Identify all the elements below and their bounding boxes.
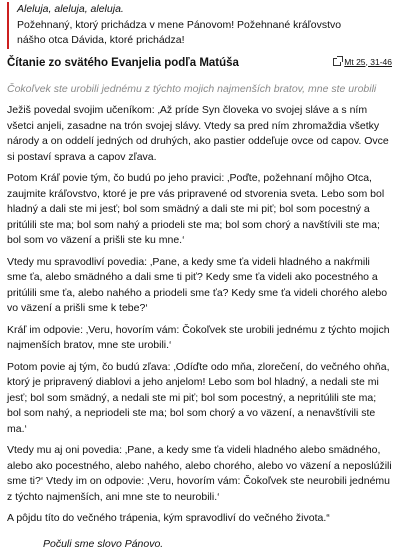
alleluia-block	[7, 2, 392, 49]
bible-reference-link[interactable]: Mt 25, 31-46	[344, 56, 392, 67]
reading-paragraph: Vtedy mu aj oni povedia: ‚Pane, a kedy sme ťa videli hladného alebo smädného, alebo ako pocestného, alebo nahého, alebo chorého, alebo vo väzení a neposlúžili sme ti?‘ Vtedy im on odpovie: ‚Veru, hovorím vám: Čokoľvek ste neurobili jednému z týchto najmenších, ani mne ste to neurobili.‘	[7, 444, 392, 503]
reading-paragraph: Vtedy mu spravodliví povedia: ‚Pane, a kedy sme ťa videli hladného a nakŕmili sme ťa, alebo smädného a dali sme ti piť? Kedy sme ťa videli ako pocestného a pritúlili sme ťa, alebo nahého a priodeli sme ťa? Kedy sme ťa videli chorého alebo vo väzení a prišli sme k tebe?‘	[7, 255, 388, 315]
reading-title: Čítanie zo svätého Evanjelia podľa Matúša	[7, 57, 239, 70]
reading-header	[7, 55, 392, 72]
reading-paragraph: Ježiš povedal svojim učeníkom: ‚Až príde Syn človeka vo svojej sláve a s ním všetci anjeli, zasadne na trón svojej slávy. Vtedy sa pred ním zhromaždia všetky národy a on oddelí jedných od druhých, ako pastier oddeľuje ovce od capov. Ovce si postaví sprava a capov zľava.	[7, 104, 389, 163]
reading-subtitle: Čokoľvek ste urobili jednému z týchto mojich najmenších bratov, mne ste urobili	[7, 82, 377, 95]
page	[0, 2, 400, 550]
alleluia-verse: Požehnaný, ktorý prichádza v mene Pánovom! Požehnané kráľovstvo nášho otca Dávida, ktoré prichádza!	[17, 18, 342, 46]
bible-reference[interactable]	[333, 55, 392, 71]
external-link-icon[interactable]	[333, 58, 341, 66]
reading-response: Počuli sme slovo Pánovo.	[43, 537, 164, 550]
reading-paragraph: Potom povie aj tým, čo budú zľava: ‚Odíďte odo mňa, zlorečení, do večného ohňa, ktorý je pripravený diablovi a jeho anjelom! Lebo som bol hladný, a nedali ste mi jesť; bol som smädný, a nedali ste mi piť; bol som pocestný, a nepritúlili ste ma; bol som nahý, a nepriodeli ste ma; bol som chorý a vo väzení, a nenavštívili ste ma.‘	[7, 360, 390, 435]
reading-paragraph: A pôjdu títo do večného trápenia, kým spravodliví do večného života.“	[7, 512, 330, 525]
reading-paragraph: Kráľ im odpovie: ‚Veru, hovorím vám: Čokoľvek ste urobili jednému z týchto mojich najmenších bratov, mne ste urobili.‘	[7, 323, 390, 352]
alleluia-head: Aleluja, aleluja, aleluja.	[17, 3, 124, 15]
reading-paragraph: Potom Kráľ povie tým, čo budú po jeho pravici: ‚Poďte, požehnaní môjho Otca, zaujmite kráľovstvo, ktoré je pre vás pripravené od stvorenia sveta. Lebo som bol hladný a dali ste mi jesť; bol som smädný a dali ste mi piť; bol som pocestný a pritúlili ste ma; bol som nahý a priodeli ste ma; bol som chorý a navštívili ste ma; bol som vo väzení a prišli ste ku mne.‘	[7, 172, 385, 247]
